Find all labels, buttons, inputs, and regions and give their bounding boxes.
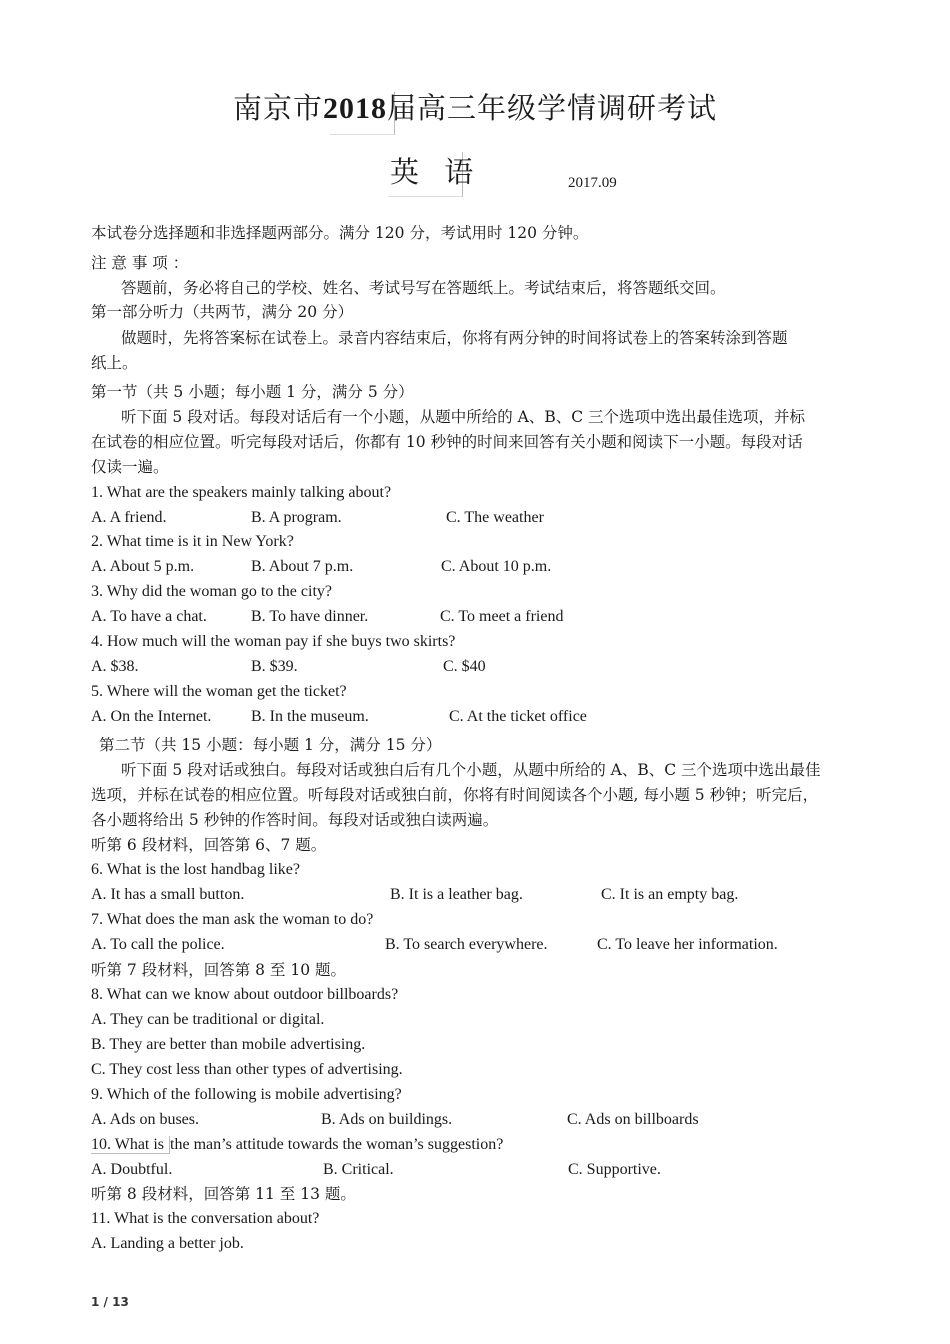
exam-title — [0, 86, 950, 127]
q9-option-c: C. Ads on billboards — [567, 1111, 699, 1128]
q5-option-b: B. In the museum. — [251, 708, 369, 725]
q3-option-b: B. To have dinner. — [251, 608, 369, 625]
section1-heading: 第一节（共 5 小题；每小题 1 分，满分 5 分） — [91, 383, 414, 401]
q4-option-a: A. $38. — [91, 658, 139, 675]
q10-option-c: C. Supportive. — [568, 1161, 661, 1178]
question-1: 1. What are the speakers mainly talking about? — [91, 484, 392, 501]
page-number: 1 / 13 — [91, 1295, 129, 1309]
notice-label: 注 意 事 项 ： — [91, 254, 189, 272]
section2-desc-line2: 选项，并标在试卷的相应位置。听每段对话或独白前，你将有时间阅读各个小题, 每小题 5 秒钟；听完后， — [91, 786, 819, 804]
q6-option-c: C. It is an empty bag. — [601, 886, 739, 903]
q6-option-b: B. It is a leather bag. — [390, 886, 523, 903]
intro-line: 本试卷分选择题和非选择题两部分。满分 120 分，考试用时 120 分钟。 — [91, 224, 589, 242]
question-2: 2. What time is it in New York? — [91, 533, 294, 550]
q10-marked-text: 10. What is — [91, 1136, 169, 1153]
q7-option-a: A. To call the police. — [91, 936, 225, 953]
question-6: 6. What is the lost handbag like? — [91, 861, 300, 878]
material8-label: 听第 8 段材料，回答第 11 至 13 题。 — [91, 1185, 356, 1203]
part1-heading: 第一部分听力（共两节，满分 20 分） — [91, 303, 354, 321]
q3-option-a: A. To have a chat. — [91, 608, 207, 625]
material7-label: 听第 7 段材料，回答第 8 至 10 题。 — [91, 961, 347, 979]
q8-option-c: C. They cost less than other types of advertising. — [91, 1061, 403, 1078]
q9-option-b: B. Ads on buildings. — [321, 1111, 453, 1128]
q9-option-a: A. Ads on buses. — [91, 1111, 200, 1128]
q2-option-b: B. About 7 p.m. — [251, 558, 354, 575]
q8-option-a: A. They can be traditional or digital. — [91, 1011, 325, 1028]
section2-heading: 第二节（共 15 小题：每小题 1 分，满分 15 分） — [99, 736, 442, 754]
question-10 — [91, 1135, 503, 1155]
q11-option-a: A. Landing a better job. — [91, 1235, 244, 1252]
q6-option-a: A. It has a small button. — [91, 886, 245, 903]
q4-option-b: B. $39. — [251, 658, 298, 675]
question-7: 7. What does the man ask the woman to do? — [91, 911, 374, 928]
q1-option-a: A. A friend. — [91, 509, 167, 526]
subject-title: 英 语 — [390, 155, 482, 189]
q10-option-a: A. Doubtful. — [91, 1161, 173, 1178]
title-city: 南京市 — [232, 91, 323, 125]
title-rest: 届高三年级学情调研考试 — [387, 91, 718, 125]
section1-desc-line1: 听下面 5 段对话。每段对话后有一个小题，从题中所给的 A、B、C 三个选项中选出最佳选项，并标 — [121, 408, 806, 426]
q3-option-c: C. To meet a friend — [440, 608, 564, 625]
question-11: 11. What is the conversation about? — [91, 1210, 320, 1227]
question-4: 4. How much will the woman pay if she buys two skirts? — [91, 633, 456, 650]
q10-option-b: B. Critical. — [323, 1161, 394, 1178]
part1-desc-line2: 纸上。 — [91, 354, 138, 372]
exam-date: 2017.09 — [568, 175, 617, 191]
section1-desc-line2: 在试卷的相应位置。听完每段对话后，你都有 10 秒钟的时间来回答有关小题和阅读下一小题。每段对话 — [91, 433, 803, 451]
q4-option-c: C. $40 — [443, 658, 486, 675]
question-5: 5. Where will the woman get the ticket? — [91, 683, 347, 700]
q1-option-c: C. The weather — [446, 509, 544, 526]
question-8: 8. What can we know about outdoor billboards? — [91, 986, 399, 1003]
q2-option-c: C. About 10 p.m. — [441, 558, 552, 575]
material6-label: 听第 6 段材料，回答第 6、7 题。 — [91, 836, 327, 854]
question-9: 9. Which of the following is mobile advertising? — [91, 1086, 402, 1103]
q7-option-b: B. To search everywhere. — [385, 936, 548, 953]
section2-desc-line3: 各小题将给出 5 秒钟的作答时间。每段对话或独白读两遍。 — [91, 811, 499, 829]
notice-text: 答题前，务必将自己的学校、姓名、考试号写在答题纸上。考试结束后，将答题纸交回。 — [121, 279, 726, 297]
section2-desc-line1: 听下面 5 段对话或独白。每段对话或独白后有几个小题，从题中所给的 A、B、C 三个选项中选出最佳 — [121, 761, 821, 779]
q7-option-c: C. To leave her information. — [597, 936, 778, 953]
q5-option-c: C. At the ticket office — [449, 708, 587, 725]
title-year: 2018 — [323, 92, 387, 125]
part1-desc-line1: 做题时，先将答案标在试卷上。录音内容结束后，你将有两分钟的时间将试卷上的答案转涂到答题 — [121, 329, 788, 347]
q5-option-a: A. On the Internet. — [91, 708, 212, 725]
q10-text: the man’s attitude towards the woman’s suggestion? — [170, 1136, 504, 1153]
section1-desc-line3: 仅读一遍。 — [91, 458, 169, 476]
q8-option-b: B. They are better than mobile advertising. — [91, 1036, 366, 1053]
q2-option-a: A. About 5 p.m. — [91, 558, 195, 575]
question-3: 3. Why did the woman go to the city? — [91, 583, 332, 600]
q1-option-b: B. A program. — [251, 509, 342, 526]
